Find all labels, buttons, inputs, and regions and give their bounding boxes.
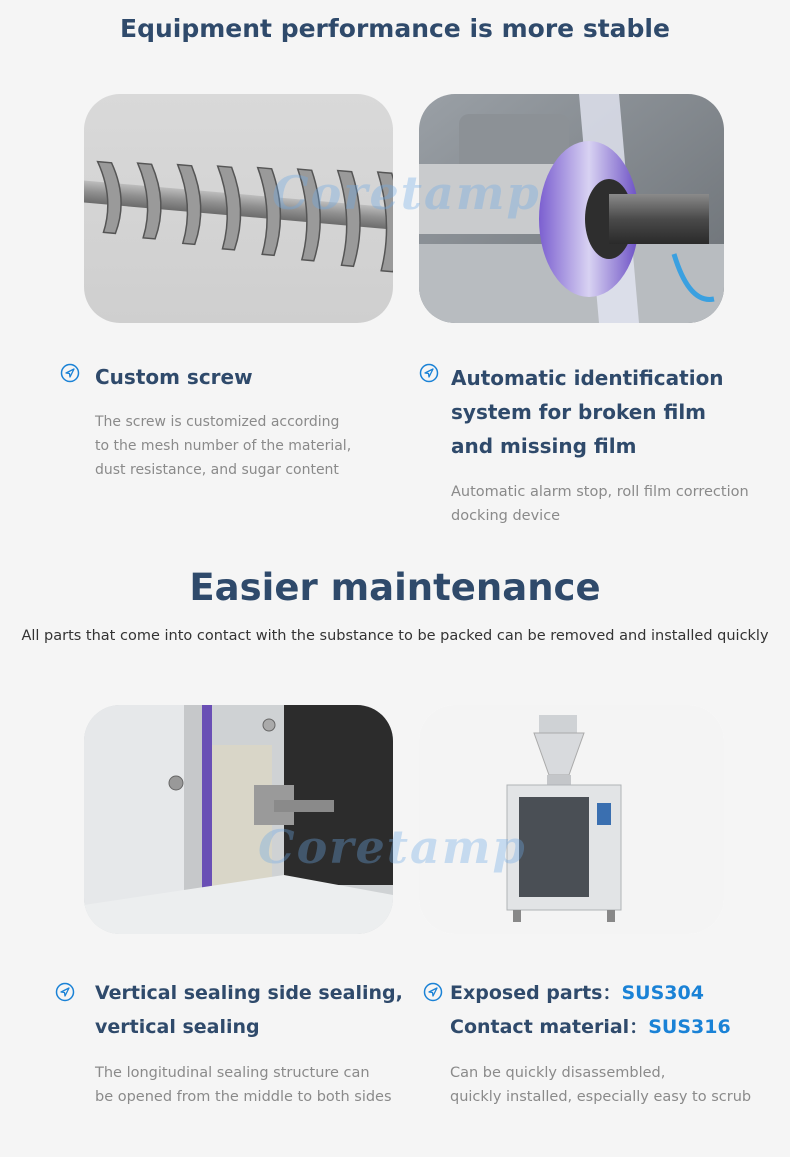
navigation-arrow-icon <box>60 363 80 383</box>
watermark-text: Coretamp <box>272 166 541 220</box>
feature-title-materials <box>450 976 731 1044</box>
feature-desc-materials: Can be quickly disassembled, quickly installed, especially easy to scrub <box>450 1065 752 1105</box>
feature-desc-film-detection: Automatic alarm stop, roll film correction docking device <box>451 484 749 524</box>
feature-desc-vertical-sealing: The longitudinal sealing structure can be opened from the middle to both sides <box>95 1065 392 1105</box>
feature-desc-custom-screw: The screw is customized according to the mesh number of the material, dust resistance, and sugar content <box>95 414 352 478</box>
navigation-arrow-icon <box>419 363 439 383</box>
navigation-arrow-icon <box>423 982 443 1002</box>
contact-material-line: Contact material：SUS316 <box>450 1016 731 1038</box>
watermark-text: Coretamp <box>258 820 527 874</box>
exposed-parts-line: Exposed parts：SUS304 <box>450 982 704 1004</box>
section-subtitle-maintenance: All parts that come into contact with the substance to be packed can be removed and installed quickly <box>21 628 769 644</box>
section-title-stability: Equipment performance is more stable <box>120 14 670 43</box>
feature-title-film-detection: Automatic identification system for broken film and missing film <box>451 366 724 458</box>
navigation-arrow-icon <box>55 982 75 1002</box>
feature-title-custom-screw: Custom screw <box>95 365 253 389</box>
feature-title-vertical-sealing: Vertical sealing side sealing, vertical sealing <box>95 982 403 1038</box>
section-title-maintenance: Easier maintenance <box>189 566 601 609</box>
